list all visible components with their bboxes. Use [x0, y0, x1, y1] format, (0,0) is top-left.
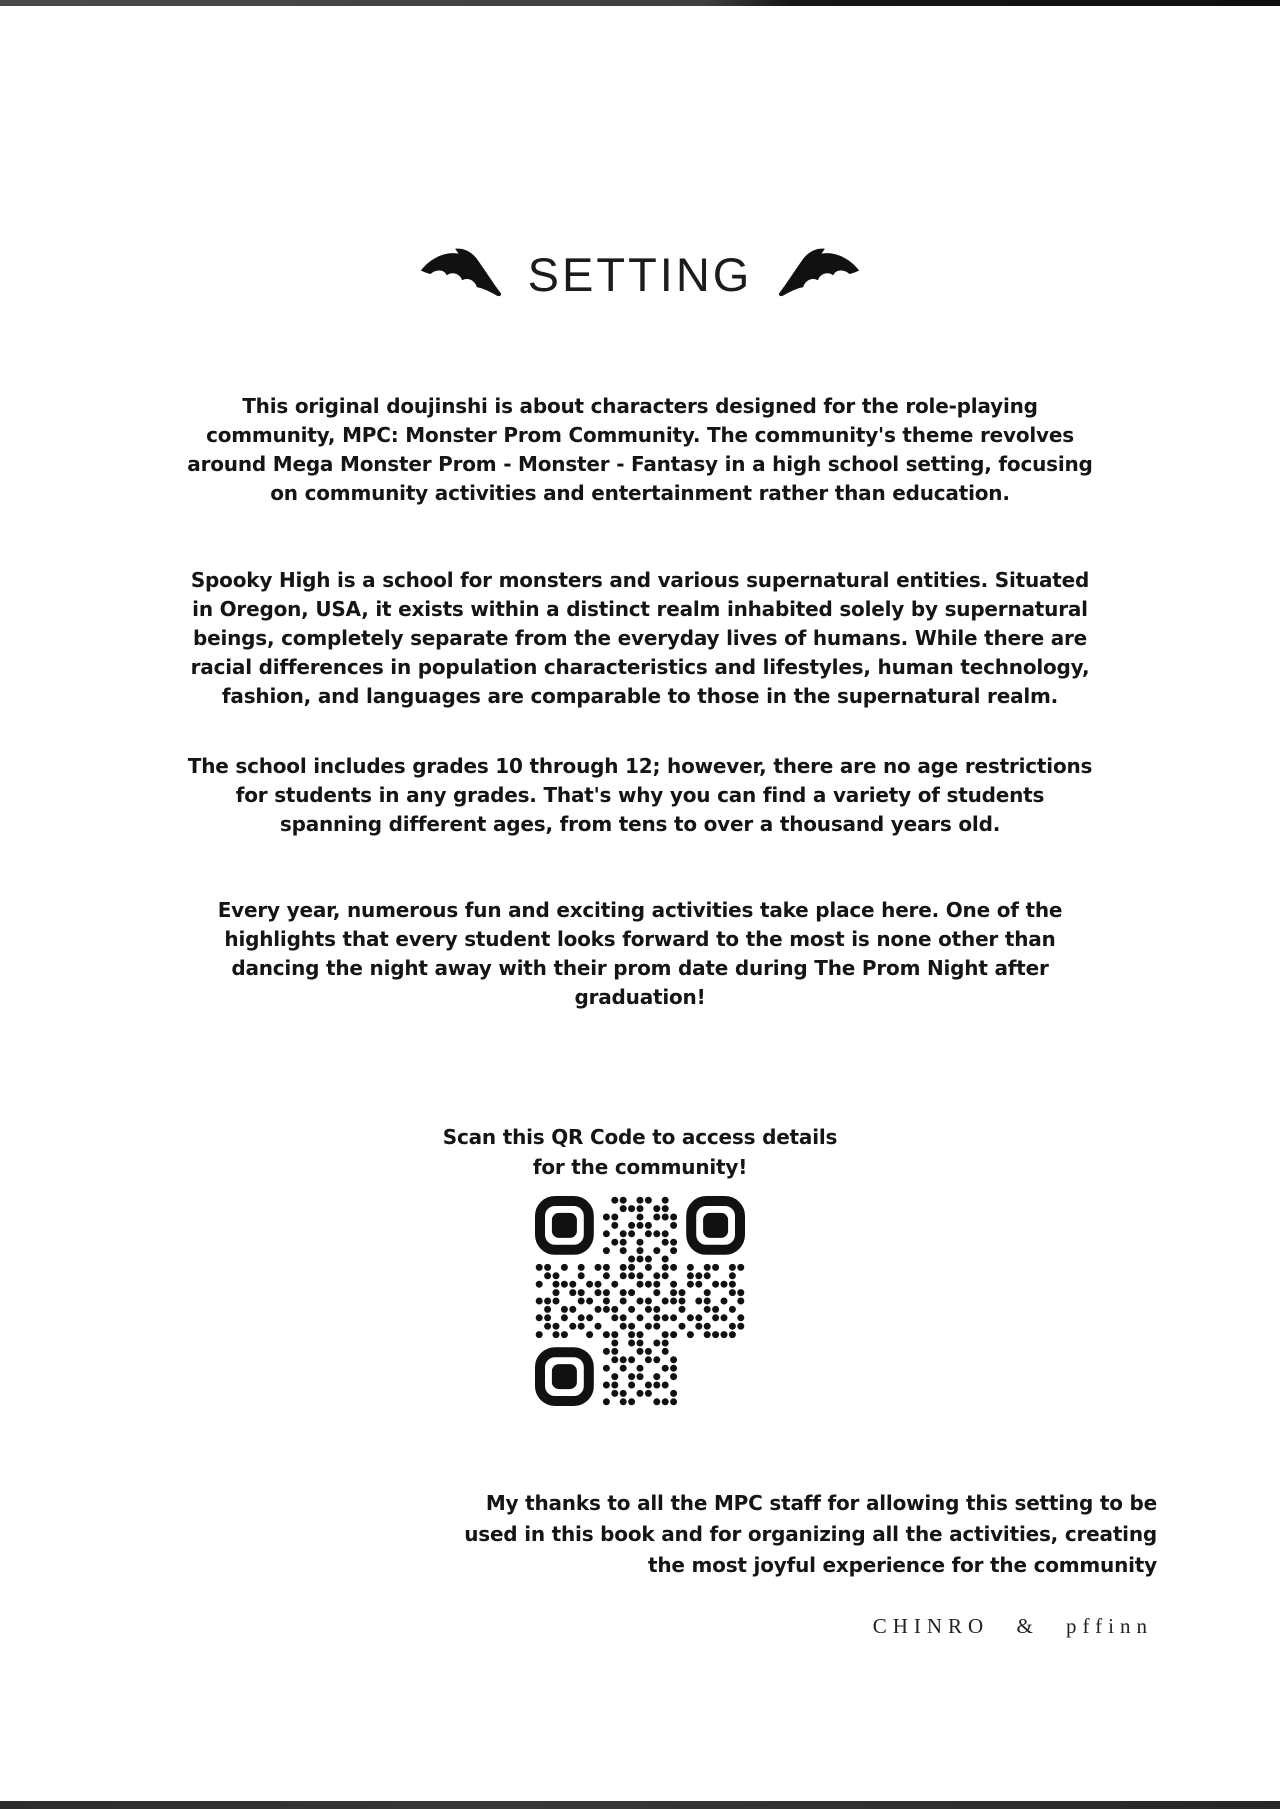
credit-line: CHINRO & pffinn — [872, 1614, 1153, 1638]
text-line: Scan this QR Code to access details — [442, 1125, 838, 1149]
text-line: dancing the night away with their prom date during The Prom Night after — [231, 956, 1049, 980]
text-line: racial differences in population characteristics and lifestyles, human technology, — [190, 655, 1090, 679]
thanks-note — [464, 1488, 1157, 1581]
text-line: around Mega Monster Prom - Monster - Fantasy in a high school setting, focusing — [187, 452, 1093, 476]
text-line: Spooky High is a school for monsters and various supernatural entities. Situated — [190, 568, 1090, 592]
text-line: in Oregon, USA, it exists within a distinct realm inhabited solely by supernatural — [192, 597, 1088, 621]
text-line: The school includes grades 10 through 12; however, there are no age restrictions — [187, 754, 1093, 778]
qr-caption — [0, 1122, 1280, 1182]
bottom-edge-bar — [0, 1801, 1280, 1809]
text-line: for the community! — [532, 1155, 748, 1179]
paragraph-spooky-high — [0, 566, 1280, 711]
text-line: used in this book and for organizing all the activities, creating — [464, 1522, 1157, 1546]
text-line: graduation! — [574, 985, 706, 1009]
qr-code — [535, 1196, 745, 1406]
page-title: SETTING — [527, 247, 753, 301]
text-line: My thanks to all the MPC staff for allowing this setting to be — [485, 1491, 1157, 1515]
paragraph-prom-night — [0, 896, 1280, 1012]
top-edge-bar — [0, 0, 1280, 6]
text-line: the most joyful experience for the community — [648, 1553, 1157, 1577]
text-line: highlights that every student looks forward to the most is none other than — [224, 927, 1056, 951]
text-line: on community activities and entertainment rather than education. — [270, 481, 1010, 505]
text-line: spanning different ages, from tens to over a thousand years old. — [279, 812, 1001, 836]
paragraph-grades — [0, 752, 1280, 839]
text-line: for students in any grades. That's why you can find a variety of students — [235, 783, 1045, 807]
text-line: Every year, numerous fun and exciting activities take place here. One of the — [217, 898, 1063, 922]
text-line: fashion, and languages are comparable to those in the supernatural realm. — [221, 684, 1059, 708]
text-line: beings, completely separate from the everyday lives of humans. While there are — [192, 626, 1088, 650]
title-row — [0, 234, 1280, 314]
bat-wing-left-icon — [418, 248, 502, 300]
paragraph-intro — [0, 392, 1280, 508]
bat-wing-right-icon — [778, 248, 862, 300]
text-line: community, MPC: Monster Prom Community. The community's theme revolves — [206, 423, 1074, 447]
text-line: This original doujinshi is about characters designed for the role-playing — [242, 394, 1038, 418]
